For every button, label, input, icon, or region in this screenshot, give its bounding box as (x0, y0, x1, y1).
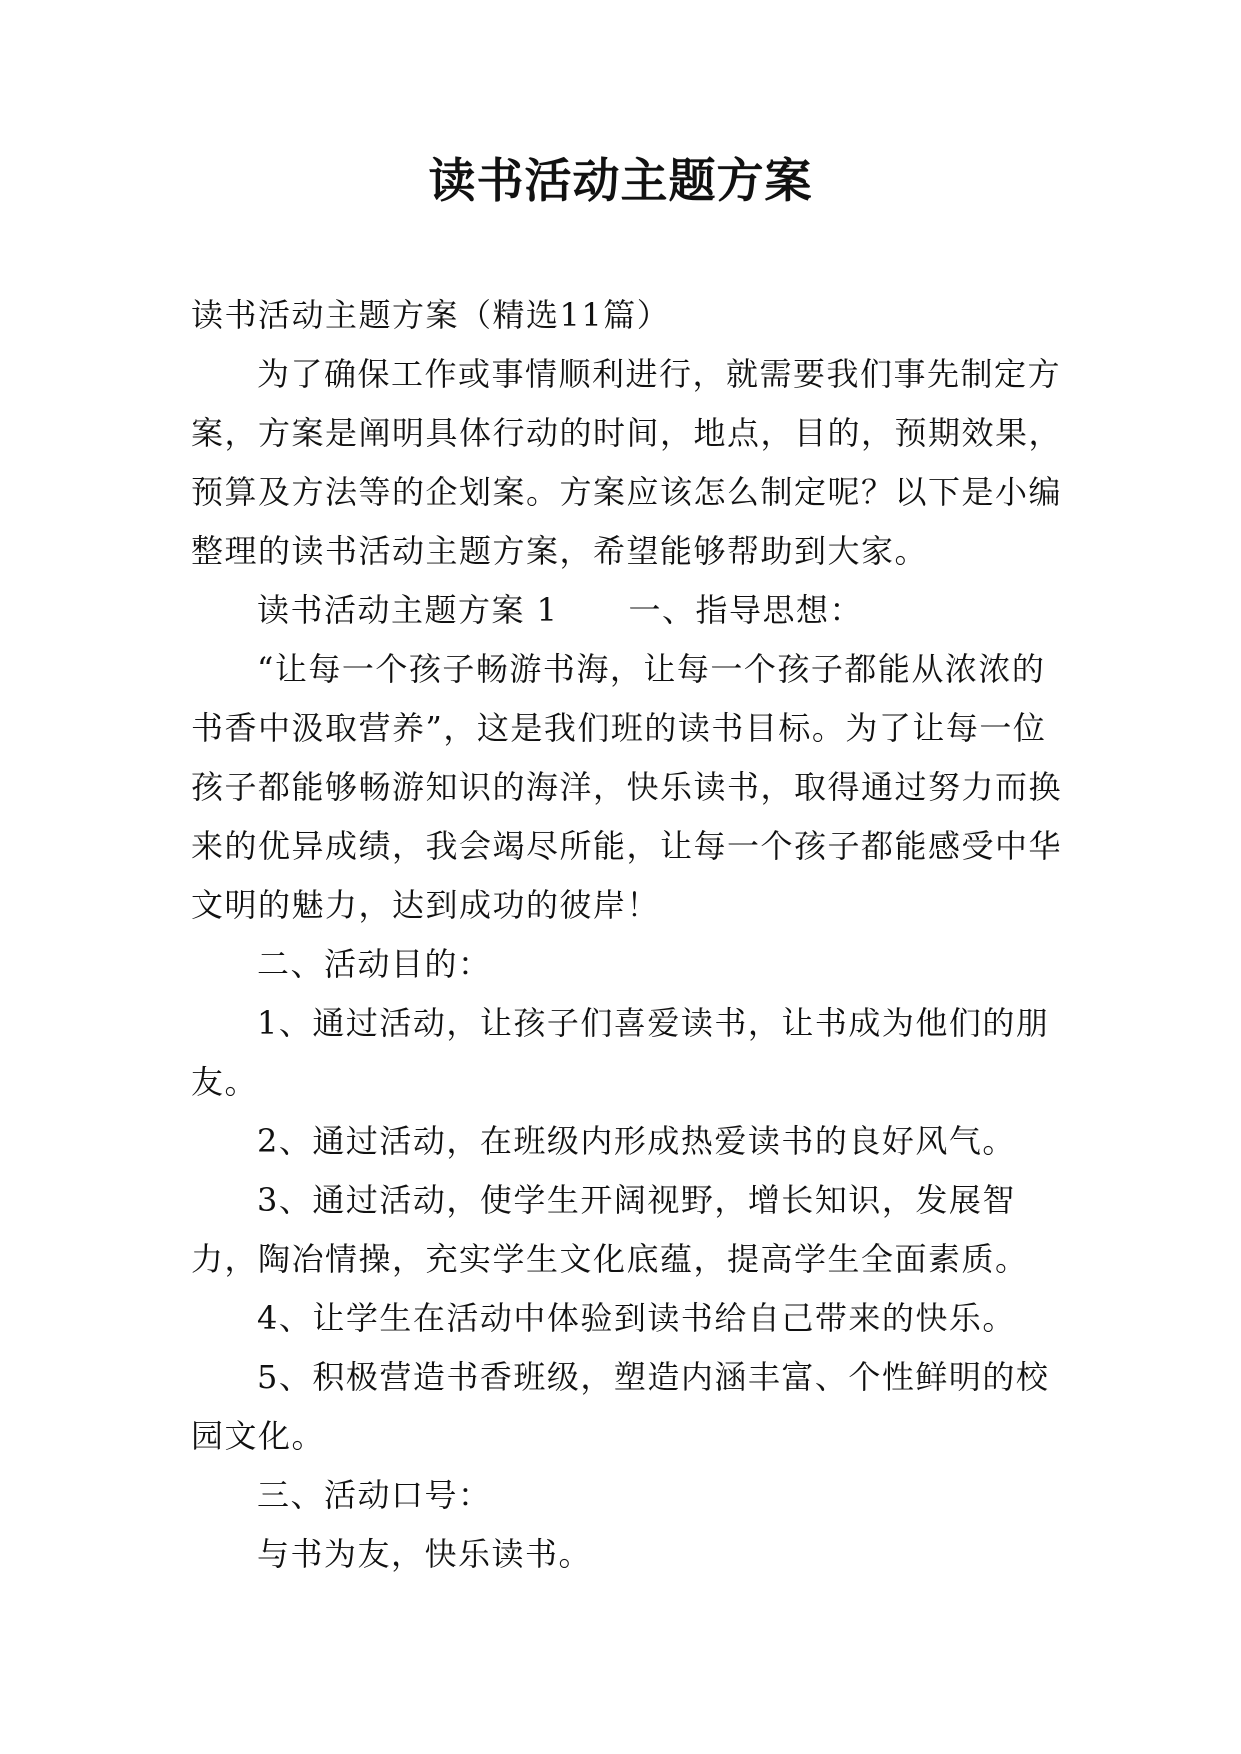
document-title: 读书活动主题方案 (428, 154, 813, 209)
purpose-item: 1、通过活动，让孩子们喜爱读书，让书成为他们的朋友。 (191, 1004, 1050, 1101)
intro-paragraph: 为了确保工作或事情顺利进行，就需要我们事先制定方案，方案是阐明具体行动的时间，地点，目的，预期效果，预算及方法等的企划案。方案应该怎么制定呢？以下是小编整理的读书活动主题方案，希望能够帮助到大家。 (191, 355, 1063, 570)
section-heading-line (191, 581, 1071, 640)
document-subtitle: 读书活动主题方案（精选11篇） (191, 296, 671, 334)
purpose-heading: 二、活动目的： (257, 945, 492, 983)
slogan-text: 与书为友，快乐读书。 (257, 1535, 593, 1573)
slogan-heading: 三、活动口号： (257, 1476, 492, 1514)
purpose-item: 2、通过活动，在班级内形成热爱读书的良好风气。 (257, 1122, 1016, 1160)
purpose-item: 5、积极营造书香班级，塑造内涵丰富、个性鲜明的校园文化。 (191, 1358, 1050, 1455)
guiding-paragraph: “让每一个孩子畅游书海，让每一个孩子都能从浓浓的书香中汲取营养”，这是我们班的读书目标。为了让每一位孩子都能够畅游知识的海洋，快乐读书，取得通过努力而换来的优异成绩，我会竭尽所能，让每一个孩子都能感受中华文明的魅力，达到成功的彼岸！ (191, 650, 1063, 924)
guiding-heading: 一、指导思想： (628, 591, 864, 629)
purpose-item: 4、让学生在活动中体验到读书给自己带来的快乐。 (257, 1299, 1016, 1337)
purpose-item: 3、通过活动，使学生开阔视野，增长知识，发展智力，陶冶情操，充实学生文化底蕴，提高学生全面素质。 (191, 1181, 1029, 1278)
document-body (191, 286, 1071, 1584)
section1-heading: 读书活动主题方案 1 (257, 591, 559, 629)
